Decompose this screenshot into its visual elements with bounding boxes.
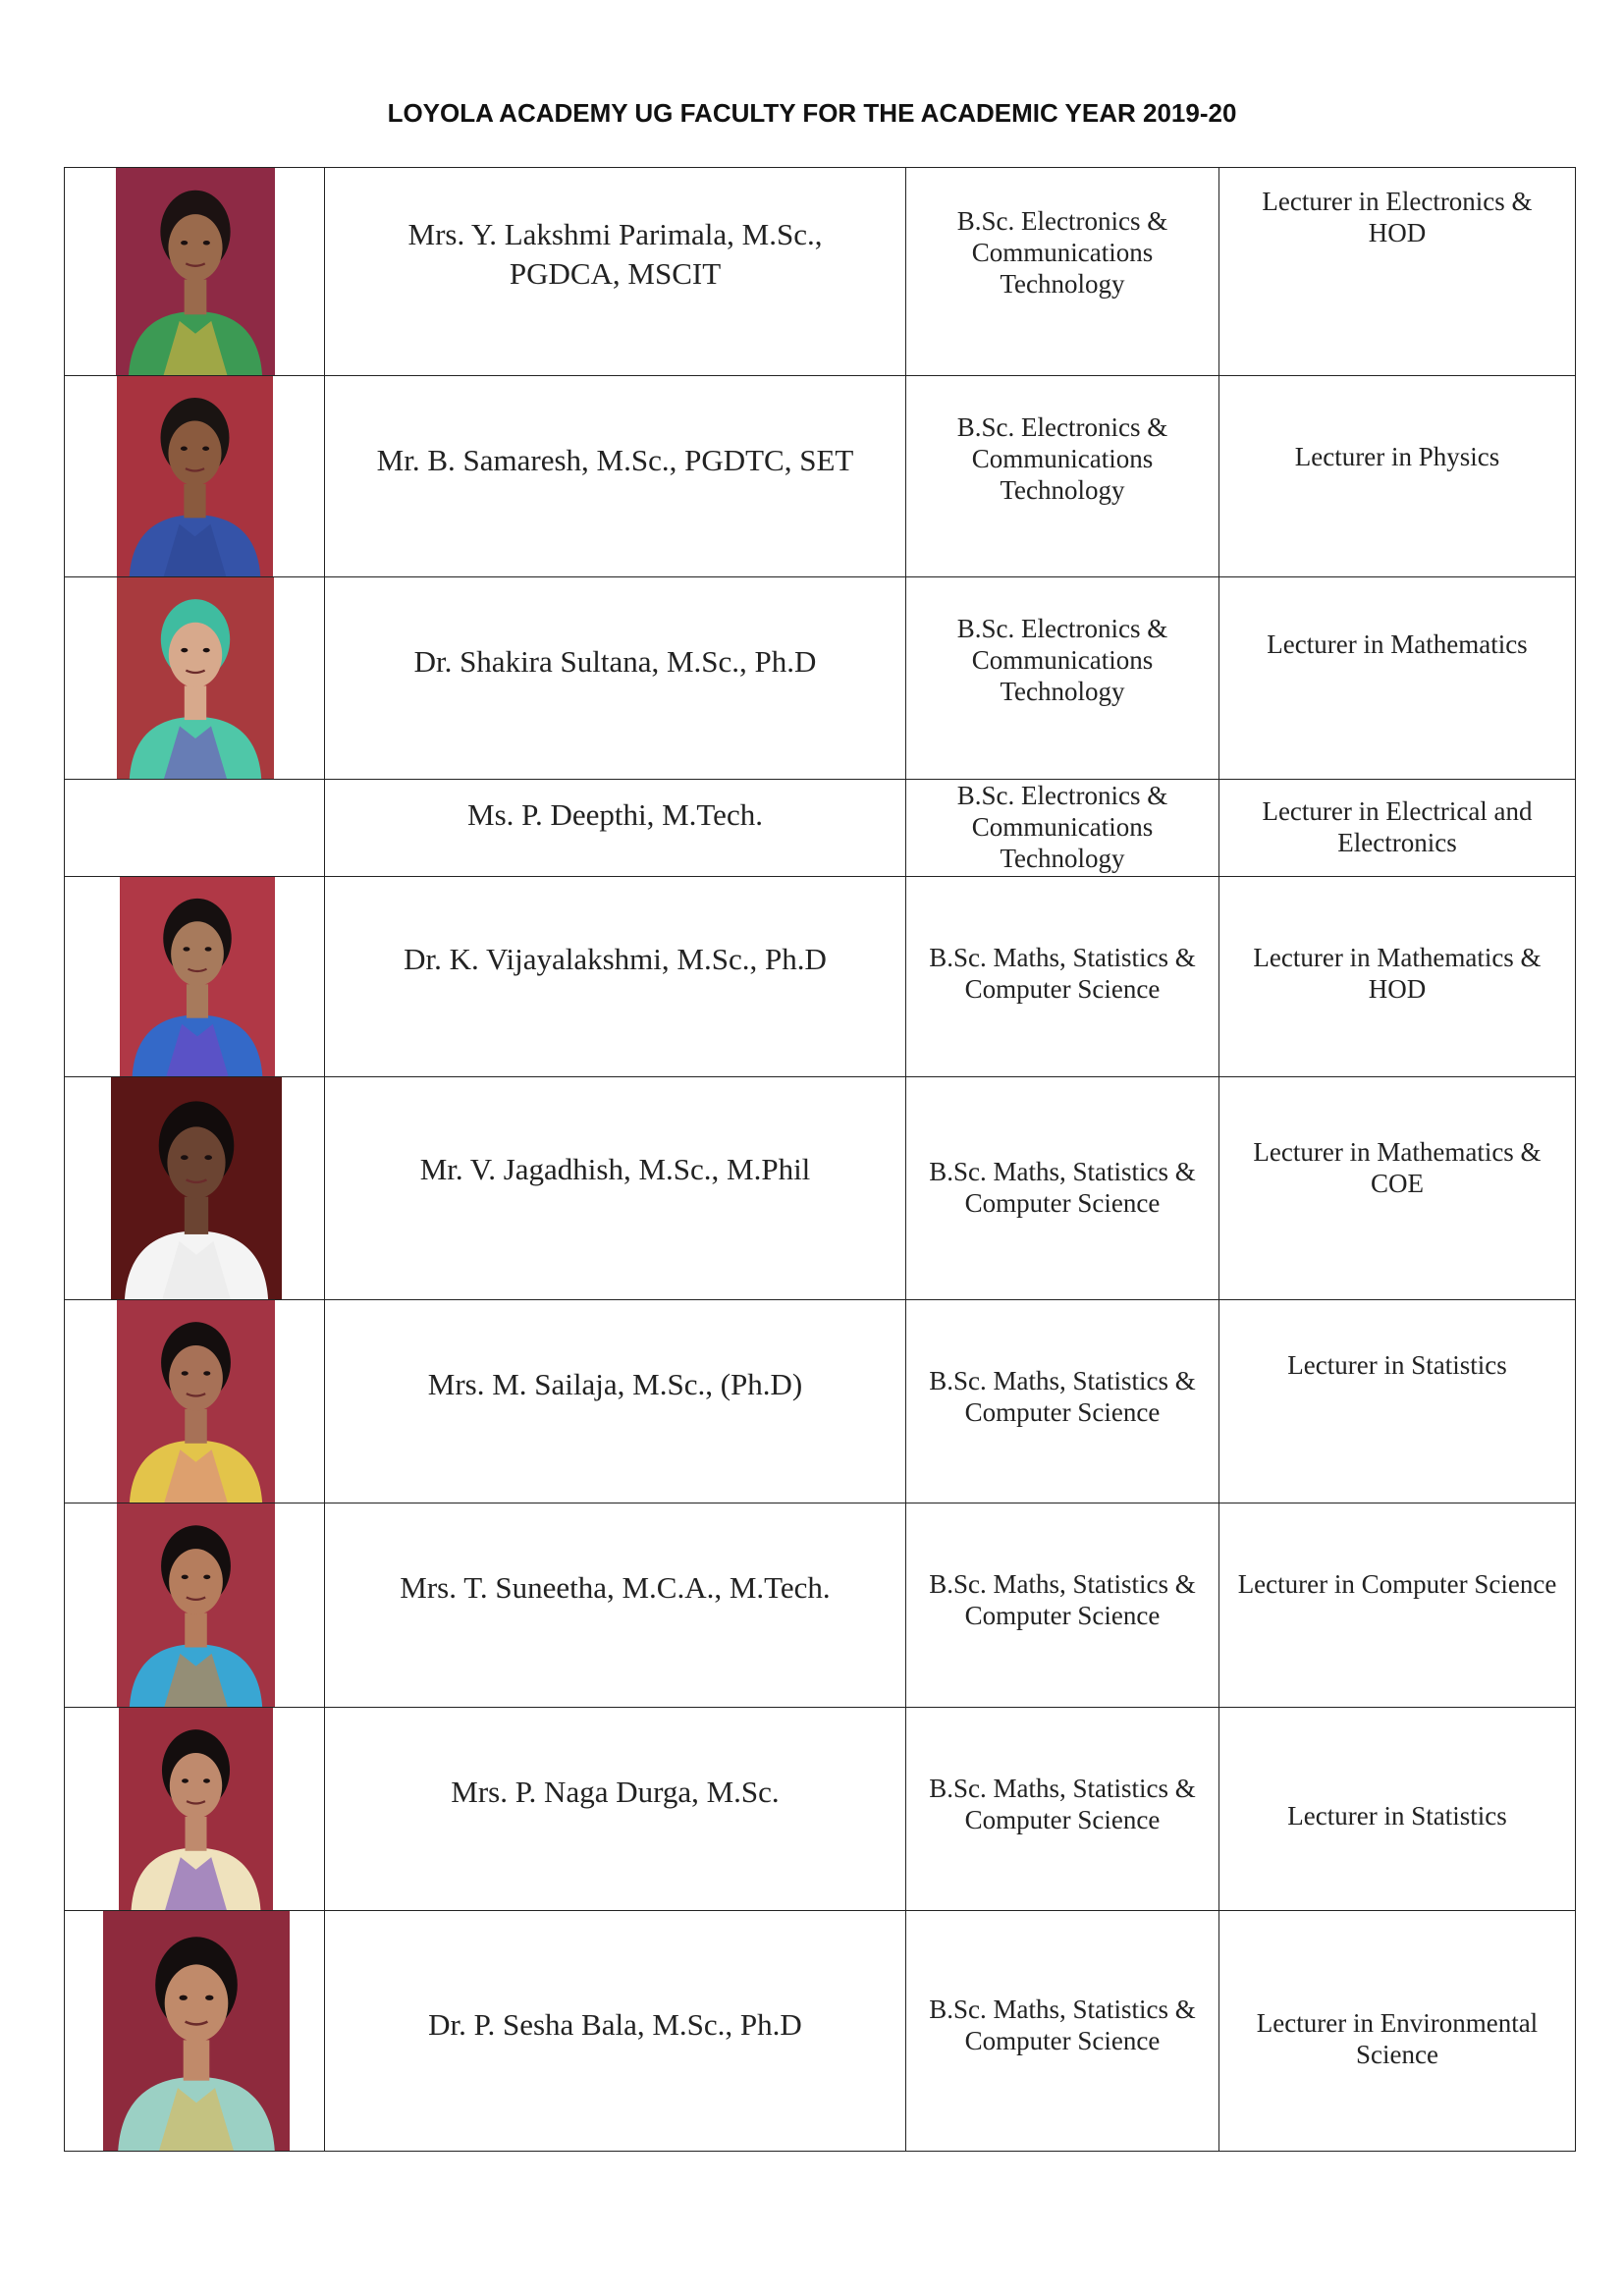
table-row [65, 780, 1576, 877]
prog-cell [906, 1708, 1219, 1911]
name-cell [325, 1300, 906, 1503]
faculty-table [64, 167, 1576, 2152]
faculty-designation: Lecturer in Environmental Science [1256, 2008, 1539, 2069]
faculty-photo [116, 168, 275, 375]
prog-cell [906, 1911, 1219, 2152]
photo-cell [65, 1911, 325, 2152]
desig-cell [1219, 1708, 1576, 1911]
table-row [65, 1300, 1576, 1503]
faculty-photo [117, 376, 273, 576]
faculty-programme: B.Sc. Electronics & Communications Technology [956, 412, 1168, 505]
name-cell [325, 168, 906, 376]
name-cell [325, 577, 906, 780]
desig-cell [1219, 376, 1576, 577]
page-title: LOYOLA ACADEMY UG FACULTY FOR THE ACADEMIC YEAR 2019-20 [387, 98, 1237, 128]
name-cell [325, 376, 906, 577]
desig-cell [1219, 1077, 1576, 1300]
faculty-designation: Lecturer in Mathematics & HOD [1253, 943, 1542, 1004]
faculty-designation: Lecturer in Statistics [1287, 1801, 1507, 1831]
desig-cell [1219, 877, 1576, 1077]
faculty-photo [103, 1911, 290, 2151]
desig-cell [1219, 168, 1576, 376]
faculty-photo [117, 577, 274, 779]
faculty-photo [111, 1077, 282, 1299]
faculty-photo [117, 1503, 275, 1707]
table-row [65, 168, 1576, 376]
prog-cell [906, 376, 1219, 577]
faculty-name: Dr. K. Vijayalakshmi, M.Sc., Ph.D [404, 942, 827, 976]
photo-cell [65, 577, 325, 780]
photo-cell [65, 1300, 325, 1503]
photo-cell [65, 1503, 325, 1708]
prog-cell [906, 1300, 1219, 1503]
faculty-designation: Lecturer in Computer Science [1237, 1569, 1557, 1599]
prog-cell [906, 1077, 1219, 1300]
faculty-programme: B.Sc. Maths, Statistics & Computer Science [929, 1995, 1196, 2055]
faculty-programme: B.Sc. Electronics & Communications Technology [956, 206, 1168, 299]
name-cell [325, 877, 906, 1077]
faculty-designation: Lecturer in Mathematics & COE [1253, 1137, 1542, 1198]
faculty-programme: B.Sc. Electronics & Communications Technology [956, 781, 1168, 873]
faculty-designation: Lecturer in Physics [1294, 442, 1500, 471]
table-row [65, 577, 1576, 780]
faculty-name: Mr. B. Samaresh, M.Sc., PGDTC, SET [376, 443, 854, 477]
table-row [65, 1503, 1576, 1708]
photo-cell [65, 168, 325, 376]
name-cell [325, 780, 906, 877]
faculty-programme: B.Sc. Maths, Statistics & Computer Science [929, 1366, 1196, 1427]
desig-cell [1219, 577, 1576, 780]
faculty-programme: B.Sc. Maths, Statistics & Computer Science [929, 1774, 1196, 1834]
desig-cell [1219, 1911, 1576, 2152]
table-row [65, 877, 1576, 1077]
faculty-name: Ms. P. Deepthi, M.Tech. [467, 797, 763, 832]
faculty-programme: B.Sc. Maths, Statistics & Computer Science [929, 1157, 1196, 1218]
faculty-name: Mrs. Y. Lakshmi Parimala, M.Sc., PGDCA, MSCIT [407, 217, 823, 291]
faculty-name: Dr. P. Sesha Bala, M.Sc., Ph.D [428, 2007, 802, 2042]
faculty-photo [117, 1300, 275, 1503]
photo-cell [65, 780, 325, 877]
desig-cell [1219, 780, 1576, 877]
photo-cell [65, 1077, 325, 1300]
faculty-name: Mrs. M. Sailaja, M.Sc., (Ph.D) [427, 1367, 803, 1401]
name-cell [325, 1911, 906, 2152]
table-row [65, 1708, 1576, 1911]
faculty-name: Dr. Shakira Sultana, M.Sc., Ph.D [413, 644, 817, 679]
faculty-photo [120, 877, 275, 1076]
prog-cell [906, 577, 1219, 780]
faculty-name: Mrs. T. Suneetha, M.C.A., M.Tech. [400, 1570, 831, 1605]
prog-cell [906, 877, 1219, 1077]
faculty-name: Mr. V. Jagadhish, M.Sc., M.Phil [419, 1152, 811, 1186]
prog-cell [906, 168, 1219, 376]
name-cell [325, 1503, 906, 1708]
desig-cell [1219, 1300, 1576, 1503]
faculty-photo [119, 1708, 273, 1910]
faculty-designation: Lecturer in Mathematics [1267, 629, 1528, 659]
table-row [65, 1077, 1576, 1300]
name-cell [325, 1708, 906, 1911]
faculty-name: Mrs. P. Naga Durga, M.Sc. [451, 1775, 780, 1809]
table-row [65, 376, 1576, 577]
faculty-designation: Lecturer in Statistics [1287, 1350, 1507, 1380]
prog-cell [906, 1503, 1219, 1708]
photo-cell [65, 877, 325, 1077]
faculty-programme: B.Sc. Electronics & Communications Technology [956, 614, 1168, 706]
name-cell [325, 1077, 906, 1300]
photo-cell [65, 1708, 325, 1911]
photo-cell [65, 376, 325, 577]
desig-cell [1219, 1503, 1576, 1708]
faculty-designation: Lecturer in Electrical and Electronics [1262, 796, 1533, 857]
faculty-programme: B.Sc. Maths, Statistics & Computer Science [929, 1569, 1196, 1630]
prog-cell [906, 780, 1219, 877]
table-row [65, 1911, 1576, 2152]
faculty-designation: Lecturer in Electronics & HOD [1262, 187, 1533, 247]
faculty-programme: B.Sc. Maths, Statistics & Computer Science [929, 943, 1196, 1004]
